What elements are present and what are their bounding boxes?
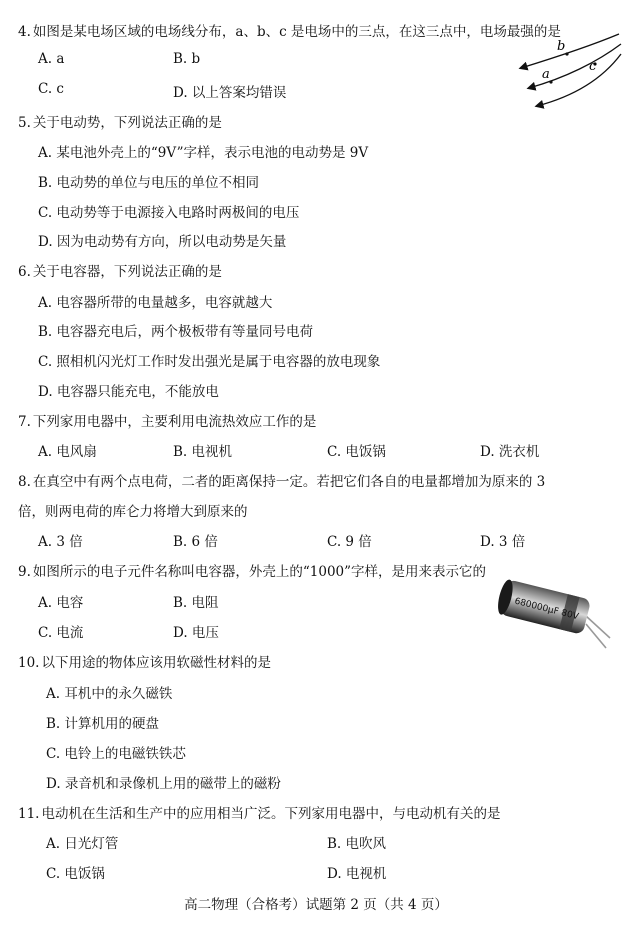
q5-option-a: A. 某电池外壳上的“9V”字样，表示电池的电动势是 9V (38, 145, 369, 161)
q7-option-d: D. 洗衣机 (480, 444, 540, 460)
question-7-stem: 7. 下列家用电器中，主要利用电流热效应工作的是 (18, 414, 317, 430)
q4-option-d: D. 以上答案均错误 (173, 85, 287, 101)
q8-option-c: C. 9 倍 (327, 534, 372, 550)
question-8-stem-continued: 倍，则两电荷的库仑力将增大到原来的 (18, 504, 248, 520)
capacitor-photo-figure (494, 578, 614, 656)
q8-option-b: B. 6 倍 (173, 534, 218, 550)
q7-option-b: B. 电视机 (173, 444, 233, 460)
electric-field-lines-figure (515, 30, 623, 112)
point-c-label: c (589, 59, 597, 74)
question-11-stem: 11. 电动机在生活和生产中的应用相当广泛。下列家用电器中，与电动机有关的是 (18, 806, 501, 822)
q4-option-b: B. b (173, 51, 201, 67)
q9-option-d: D. 电压 (173, 625, 219, 641)
question-6-stem: 6. 关于电容器，下列说法正确的是 (18, 264, 222, 280)
question-9-stem: 9. 如图所示的电子元件名称叫电容器，外壳上的“1000”字样，是用来表示它的 (18, 564, 487, 580)
q10-option-d: D. 录音机和录像机上用的磁带上的磁粉 (46, 776, 281, 792)
q5-option-c: C. 电动势等于电源接入电路时两极间的电压 (38, 205, 300, 221)
question-8-stem: 8. 在真空中有两个点电荷，二者的距离保持一定。若把它们各自的电量都增加为原来的 3 (18, 474, 546, 490)
point-a-label: a (542, 67, 550, 82)
q6-option-b: B. 电容器充电后，两个极板带有等量同号电荷 (38, 324, 314, 340)
q9-option-c: C. 电流 (38, 625, 84, 641)
q4-option-a: A. a (38, 51, 65, 67)
q7-option-a: A. 电风扇 (38, 444, 97, 460)
q11-option-a: A. 日光灯管 (46, 836, 119, 852)
q6-option-d: D. 电容器只能充电，不能放电 (38, 384, 219, 400)
q11-option-d: D. 电视机 (327, 866, 387, 882)
q8-option-a: A. 3 倍 (38, 534, 83, 550)
page-footer: 高二物理（合格考）试题第 2 页（共 4 页） (184, 897, 448, 913)
q10-option-a: A. 耳机中的永久磁铁 (46, 686, 173, 702)
q11-option-b: B. 电吹风 (327, 836, 387, 852)
q8-option-d: D. 3 倍 (480, 534, 526, 550)
q10-option-c: C. 电铃上的电磁铁铁芯 (46, 746, 186, 762)
q9-option-a: A. 电容 (38, 595, 84, 611)
capacitor-marking: 680000μF 80V (513, 596, 580, 623)
point-b-label: b (557, 39, 566, 54)
q10-option-b: B. 计算机用的硬盘 (46, 716, 160, 732)
q4-option-c: C. c (38, 81, 64, 97)
q9-option-b: B. 电阻 (173, 595, 219, 611)
q11-option-c: C. 电饭锅 (46, 866, 105, 882)
q5-option-d: D. 因为电动势有方向，所以电动势是矢量 (38, 234, 287, 250)
question-10-stem: 10. 以下用途的物体应该用软磁性材料的是 (18, 655, 271, 671)
q6-option-a: A. 电容器所带的电量越多，电容就越大 (38, 295, 273, 311)
q5-option-b: B. 电动势的单位与电压的单位不相同 (38, 175, 260, 191)
question-4-stem: 4. 如图是某电场区域的电场线分布，a、b、c 是电场中的三点，在这三点中，电场最强的是 (18, 24, 561, 40)
q7-option-c: C. 电饭锅 (327, 444, 386, 460)
q6-option-c: C. 照相机闪光灯工作时发出强光是属于电容器的放电现象 (38, 354, 381, 370)
question-5-stem: 5. 关于电动势，下列说法正确的是 (18, 115, 222, 131)
